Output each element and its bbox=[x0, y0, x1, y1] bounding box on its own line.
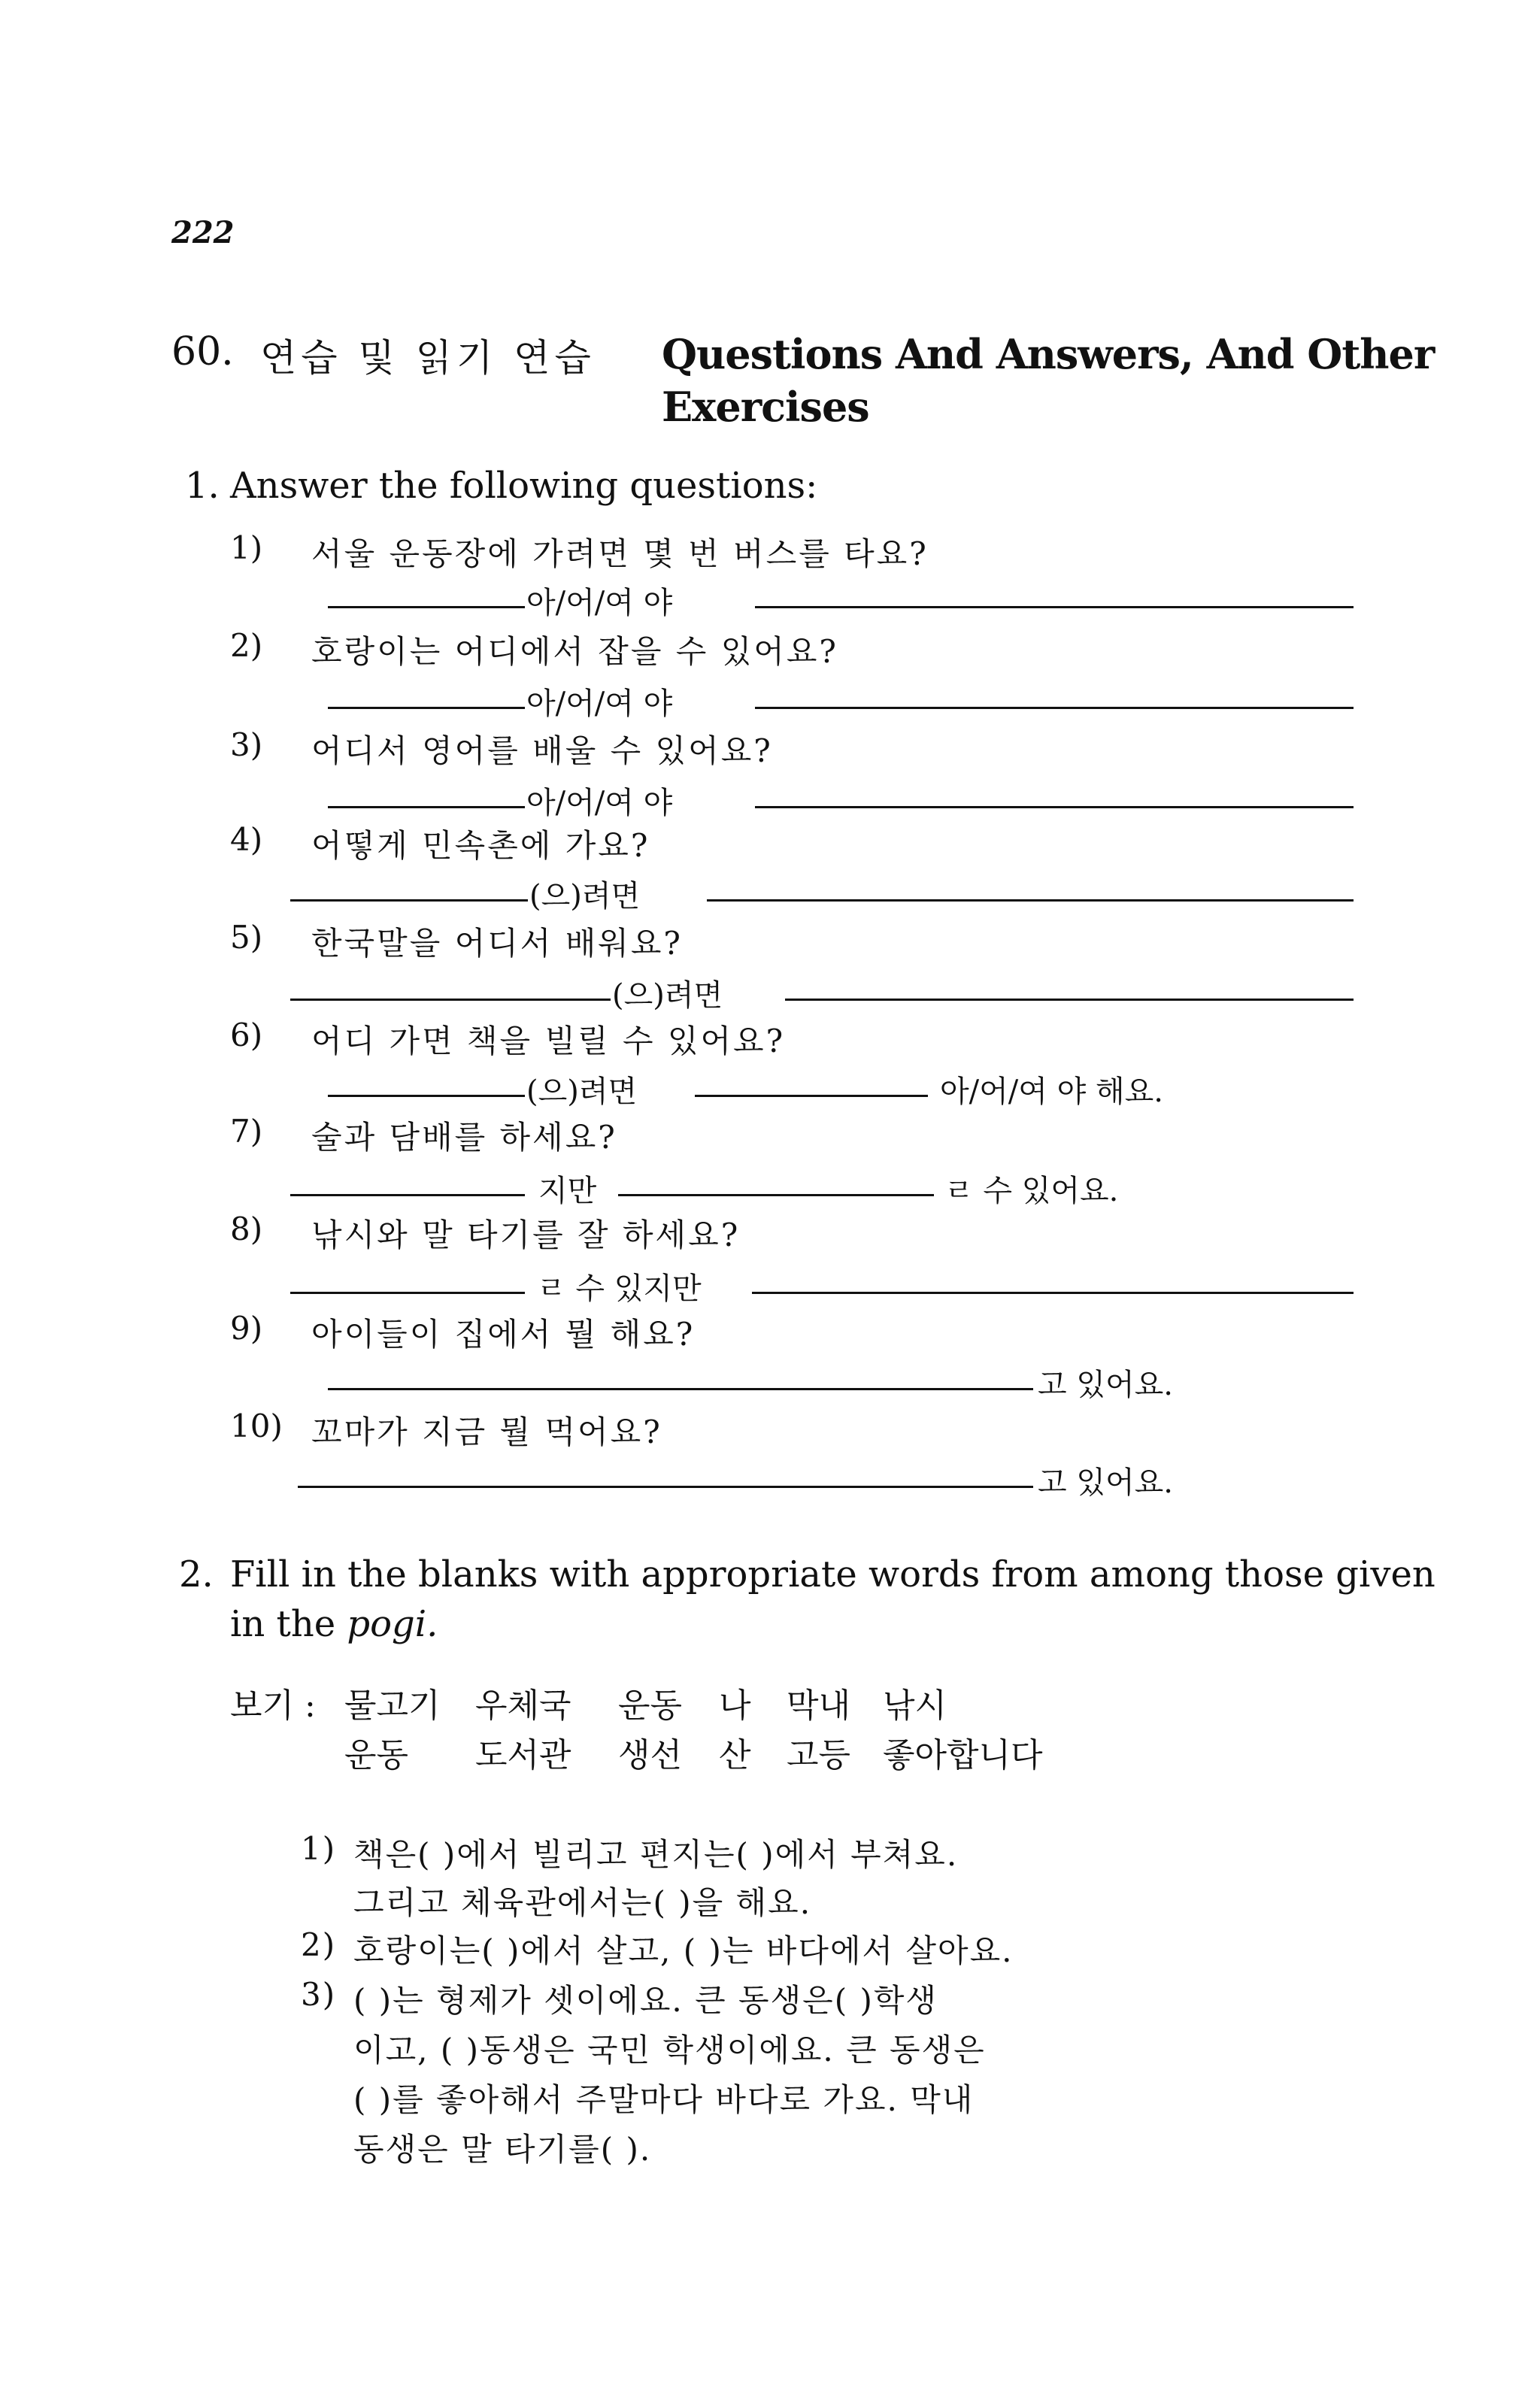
pogi-row-2 bbox=[0, 1728, 1540, 1773]
pogi-word: 고등 bbox=[787, 1736, 851, 1774]
fill-item-number: 3) bbox=[301, 1976, 337, 2013]
fill-item-line: ( )는 형제가 셋이에요. 큰 동생은( )학생 bbox=[353, 1982, 938, 2019]
part1-instruction: Answer the following questions: bbox=[230, 465, 818, 507]
section-number: 60. bbox=[171, 329, 234, 374]
fill-item-line: 동생은 말 타기를( ). bbox=[353, 2131, 652, 2168]
pogi-word: 좋아합니다 bbox=[883, 1736, 1043, 1774]
answer-blank[interactable] bbox=[298, 1486, 1033, 1488]
pogi-word: 나 bbox=[719, 1686, 751, 1725]
question-number: 6) bbox=[230, 1017, 263, 1053]
pogi-word: 운동 bbox=[618, 1686, 683, 1725]
question-text: 한국말을 어디서 배워요? bbox=[311, 925, 683, 962]
question-number: 3) bbox=[230, 726, 263, 763]
pogi-word: 산 bbox=[719, 1736, 751, 1774]
answer-fragment: 아/어/여 야 bbox=[526, 586, 673, 620]
fill-item-line: 호랑이는( )에서 살고, ( )는 바다에서 살아요. bbox=[353, 1932, 1014, 1969]
pogi-term: pogi. bbox=[347, 1603, 438, 1645]
answer-blank[interactable] bbox=[290, 1194, 525, 1196]
answer-blank[interactable] bbox=[328, 1095, 525, 1097]
question-number: 9) bbox=[230, 1310, 263, 1347]
answer-blank[interactable] bbox=[755, 806, 1354, 808]
answer-blank[interactable] bbox=[290, 899, 528, 902]
answer-blank[interactable] bbox=[328, 806, 525, 808]
question-number: 1) bbox=[230, 529, 263, 566]
part1-number: 1. bbox=[185, 465, 220, 507]
pogi-word: 낚시 bbox=[883, 1686, 947, 1725]
pogi-word: 도서관 bbox=[475, 1736, 571, 1774]
answer-fragment: (으)려면 bbox=[529, 879, 641, 914]
pogi-word: 막내 bbox=[787, 1686, 851, 1725]
fill-item-number: 1) bbox=[301, 1830, 337, 1867]
answer-blank[interactable] bbox=[785, 999, 1354, 1001]
answer-blank[interactable] bbox=[328, 606, 525, 608]
question-text: 아이들이 집에서 뭘 해요? bbox=[311, 1316, 696, 1353]
pogi-word: 운동 bbox=[344, 1736, 409, 1774]
question-text: 술과 담배를 하세요? bbox=[311, 1119, 617, 1156]
part2-instruction-line2 bbox=[230, 1603, 438, 1645]
answer-blank[interactable] bbox=[695, 1095, 928, 1097]
question-text: 낚시와 말 타기를 잘 하세요? bbox=[311, 1217, 741, 1253]
answer-fragment: 지만 bbox=[538, 1174, 597, 1208]
answer-blank[interactable] bbox=[290, 1292, 525, 1294]
part2-number: 2. bbox=[179, 1553, 214, 1596]
answer-blank[interactable] bbox=[290, 999, 611, 1001]
pogi-label: 보기 : bbox=[230, 1686, 316, 1725]
answer-blank[interactable] bbox=[707, 899, 1354, 902]
question-number: 4) bbox=[230, 821, 263, 858]
pogi-row-1 bbox=[0, 1678, 1540, 1723]
answer-fragment: ㄹ 수 있지만 bbox=[537, 1271, 702, 1306]
pogi-word: 우체국 bbox=[475, 1686, 571, 1725]
answer-blank[interactable] bbox=[618, 1194, 934, 1196]
question-number: 10) bbox=[230, 1408, 283, 1444]
answer-fragment: 고 있어요. bbox=[1038, 1465, 1173, 1500]
answer-blank[interactable] bbox=[328, 707, 525, 709]
question-text: 호랑이는 어디에서 잡을 수 있어요? bbox=[311, 633, 838, 670]
answer-fragment: 고 있어요. bbox=[1038, 1368, 1173, 1402]
question-text: 어디 가면 책을 빌릴 수 있어요? bbox=[311, 1023, 786, 1059]
fill-item-number: 2) bbox=[301, 1926, 337, 1963]
question-text: 어떻게 민속촌에 가요? bbox=[311, 827, 650, 864]
answer-fragment: ㄹ 수 있어요. bbox=[944, 1174, 1119, 1208]
section-english-title-line1: Questions And Answers, And Other bbox=[662, 330, 1435, 378]
answer-blank[interactable] bbox=[752, 1292, 1354, 1294]
answer-fragment: 아/어/여 야 해요. bbox=[940, 1074, 1163, 1109]
fill-item-line: 이고, ( )동생은 국민 학생이에요. 큰 동생은 bbox=[353, 2032, 986, 2068]
page-number: 222 bbox=[171, 215, 235, 250]
pogi-word: 생선 bbox=[618, 1736, 683, 1774]
question-text: 꼬마가 지금 뭘 먹어요? bbox=[311, 1414, 662, 1450]
fill-item-line: 책은( )에서 빌리고 편지는( )에서 부쳐요. bbox=[353, 1836, 959, 1873]
fill-item-line: ( )를 좋아해서 주말마다 바다로 가요. 막내 bbox=[353, 2081, 975, 2118]
question-number: 5) bbox=[230, 919, 263, 956]
answer-blank[interactable] bbox=[755, 606, 1354, 608]
answer-fragment: 아/어/여 야 bbox=[526, 686, 673, 721]
question-number: 7) bbox=[230, 1113, 263, 1150]
fill-item-line: 그리고 체육관에서는( )을 해요. bbox=[353, 1884, 812, 1921]
question-text: 서울 운동장에 가려면 몇 번 버스를 타요? bbox=[311, 535, 929, 572]
answer-fragment: 아/어/여 야 bbox=[526, 786, 673, 820]
question-text: 어디서 영어를 배울 수 있어요? bbox=[311, 732, 773, 769]
answer-blank[interactable] bbox=[755, 707, 1354, 709]
section-english-title-line2: Exercises bbox=[662, 383, 869, 431]
answer-fragment: (으)려면 bbox=[612, 978, 723, 1013]
section-korean-title: 연습 및 읽기 연습 bbox=[260, 336, 596, 380]
question-number: 8) bbox=[230, 1211, 263, 1247]
question-number: 2) bbox=[230, 627, 263, 664]
instruction-prefix: in the bbox=[230, 1603, 347, 1645]
part2-instruction-line1: Fill in the blanks with appropriate words from among those given bbox=[230, 1553, 1435, 1596]
section-english-title bbox=[662, 328, 1434, 433]
answer-fragment: (으)려면 bbox=[526, 1074, 638, 1109]
pogi-word: 물고기 bbox=[344, 1686, 441, 1725]
answer-blank[interactable] bbox=[328, 1388, 1033, 1390]
